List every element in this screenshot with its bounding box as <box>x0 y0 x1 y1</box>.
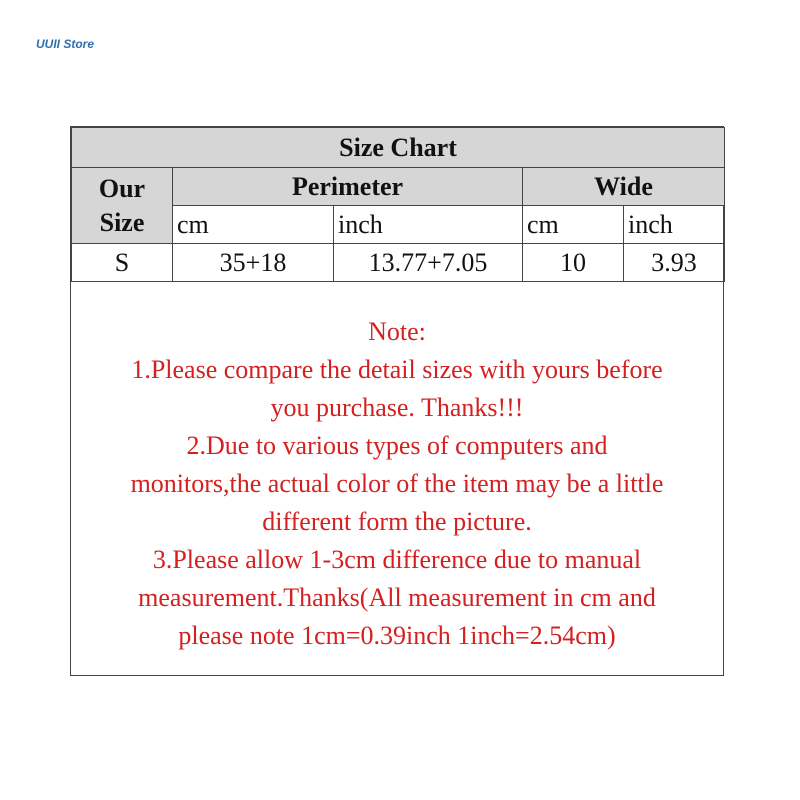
perimeter-header: Perimeter <box>173 168 523 206</box>
title-row <box>72 128 725 168</box>
wide-header: Wide <box>523 168 725 206</box>
table-row <box>72 244 725 282</box>
size-chart <box>70 126 724 676</box>
store-name: UUII Store <box>36 37 95 51</box>
note-line: 2.Due to various types of computers and <box>186 431 608 460</box>
wide-inch-value: 3.93 <box>624 244 725 282</box>
our-size-header <box>72 168 173 244</box>
size-table <box>71 127 725 282</box>
header-row <box>72 168 725 206</box>
chart-title: Size Chart <box>72 128 725 168</box>
perimeter-cm-value: 35+18 <box>173 244 334 282</box>
perimeter-inch-unit: inch <box>334 206 523 244</box>
note-line: you purchase. Thanks!!! <box>270 393 524 422</box>
note-heading: Note: <box>368 317 426 346</box>
wide-cm-unit: cm <box>523 206 624 244</box>
our-size-header-line2: Size <box>99 207 145 237</box>
note-line: 1.Please compare the detail sizes with yours before <box>131 355 663 384</box>
note-line: monitors,the actual color of the item may be a little <box>130 469 664 498</box>
notes-block <box>71 313 723 655</box>
note-line: please note 1cm=0.39inch 1inch=2.54cm) <box>178 621 616 650</box>
size-value: S <box>72 244 173 282</box>
wide-cm-value: 10 <box>523 244 624 282</box>
our-size-header-line1: Our <box>98 173 146 203</box>
perimeter-inch-value: 13.77+7.05 <box>334 244 523 282</box>
perimeter-cm-unit: cm <box>173 206 334 244</box>
wide-inch-unit: inch <box>624 206 725 244</box>
note-line: measurement.Thanks(All measurement in cm and <box>138 583 656 612</box>
note-line: different form the picture. <box>262 507 532 536</box>
note-line: 3.Please allow 1-3cm difference due to manual <box>152 545 642 574</box>
